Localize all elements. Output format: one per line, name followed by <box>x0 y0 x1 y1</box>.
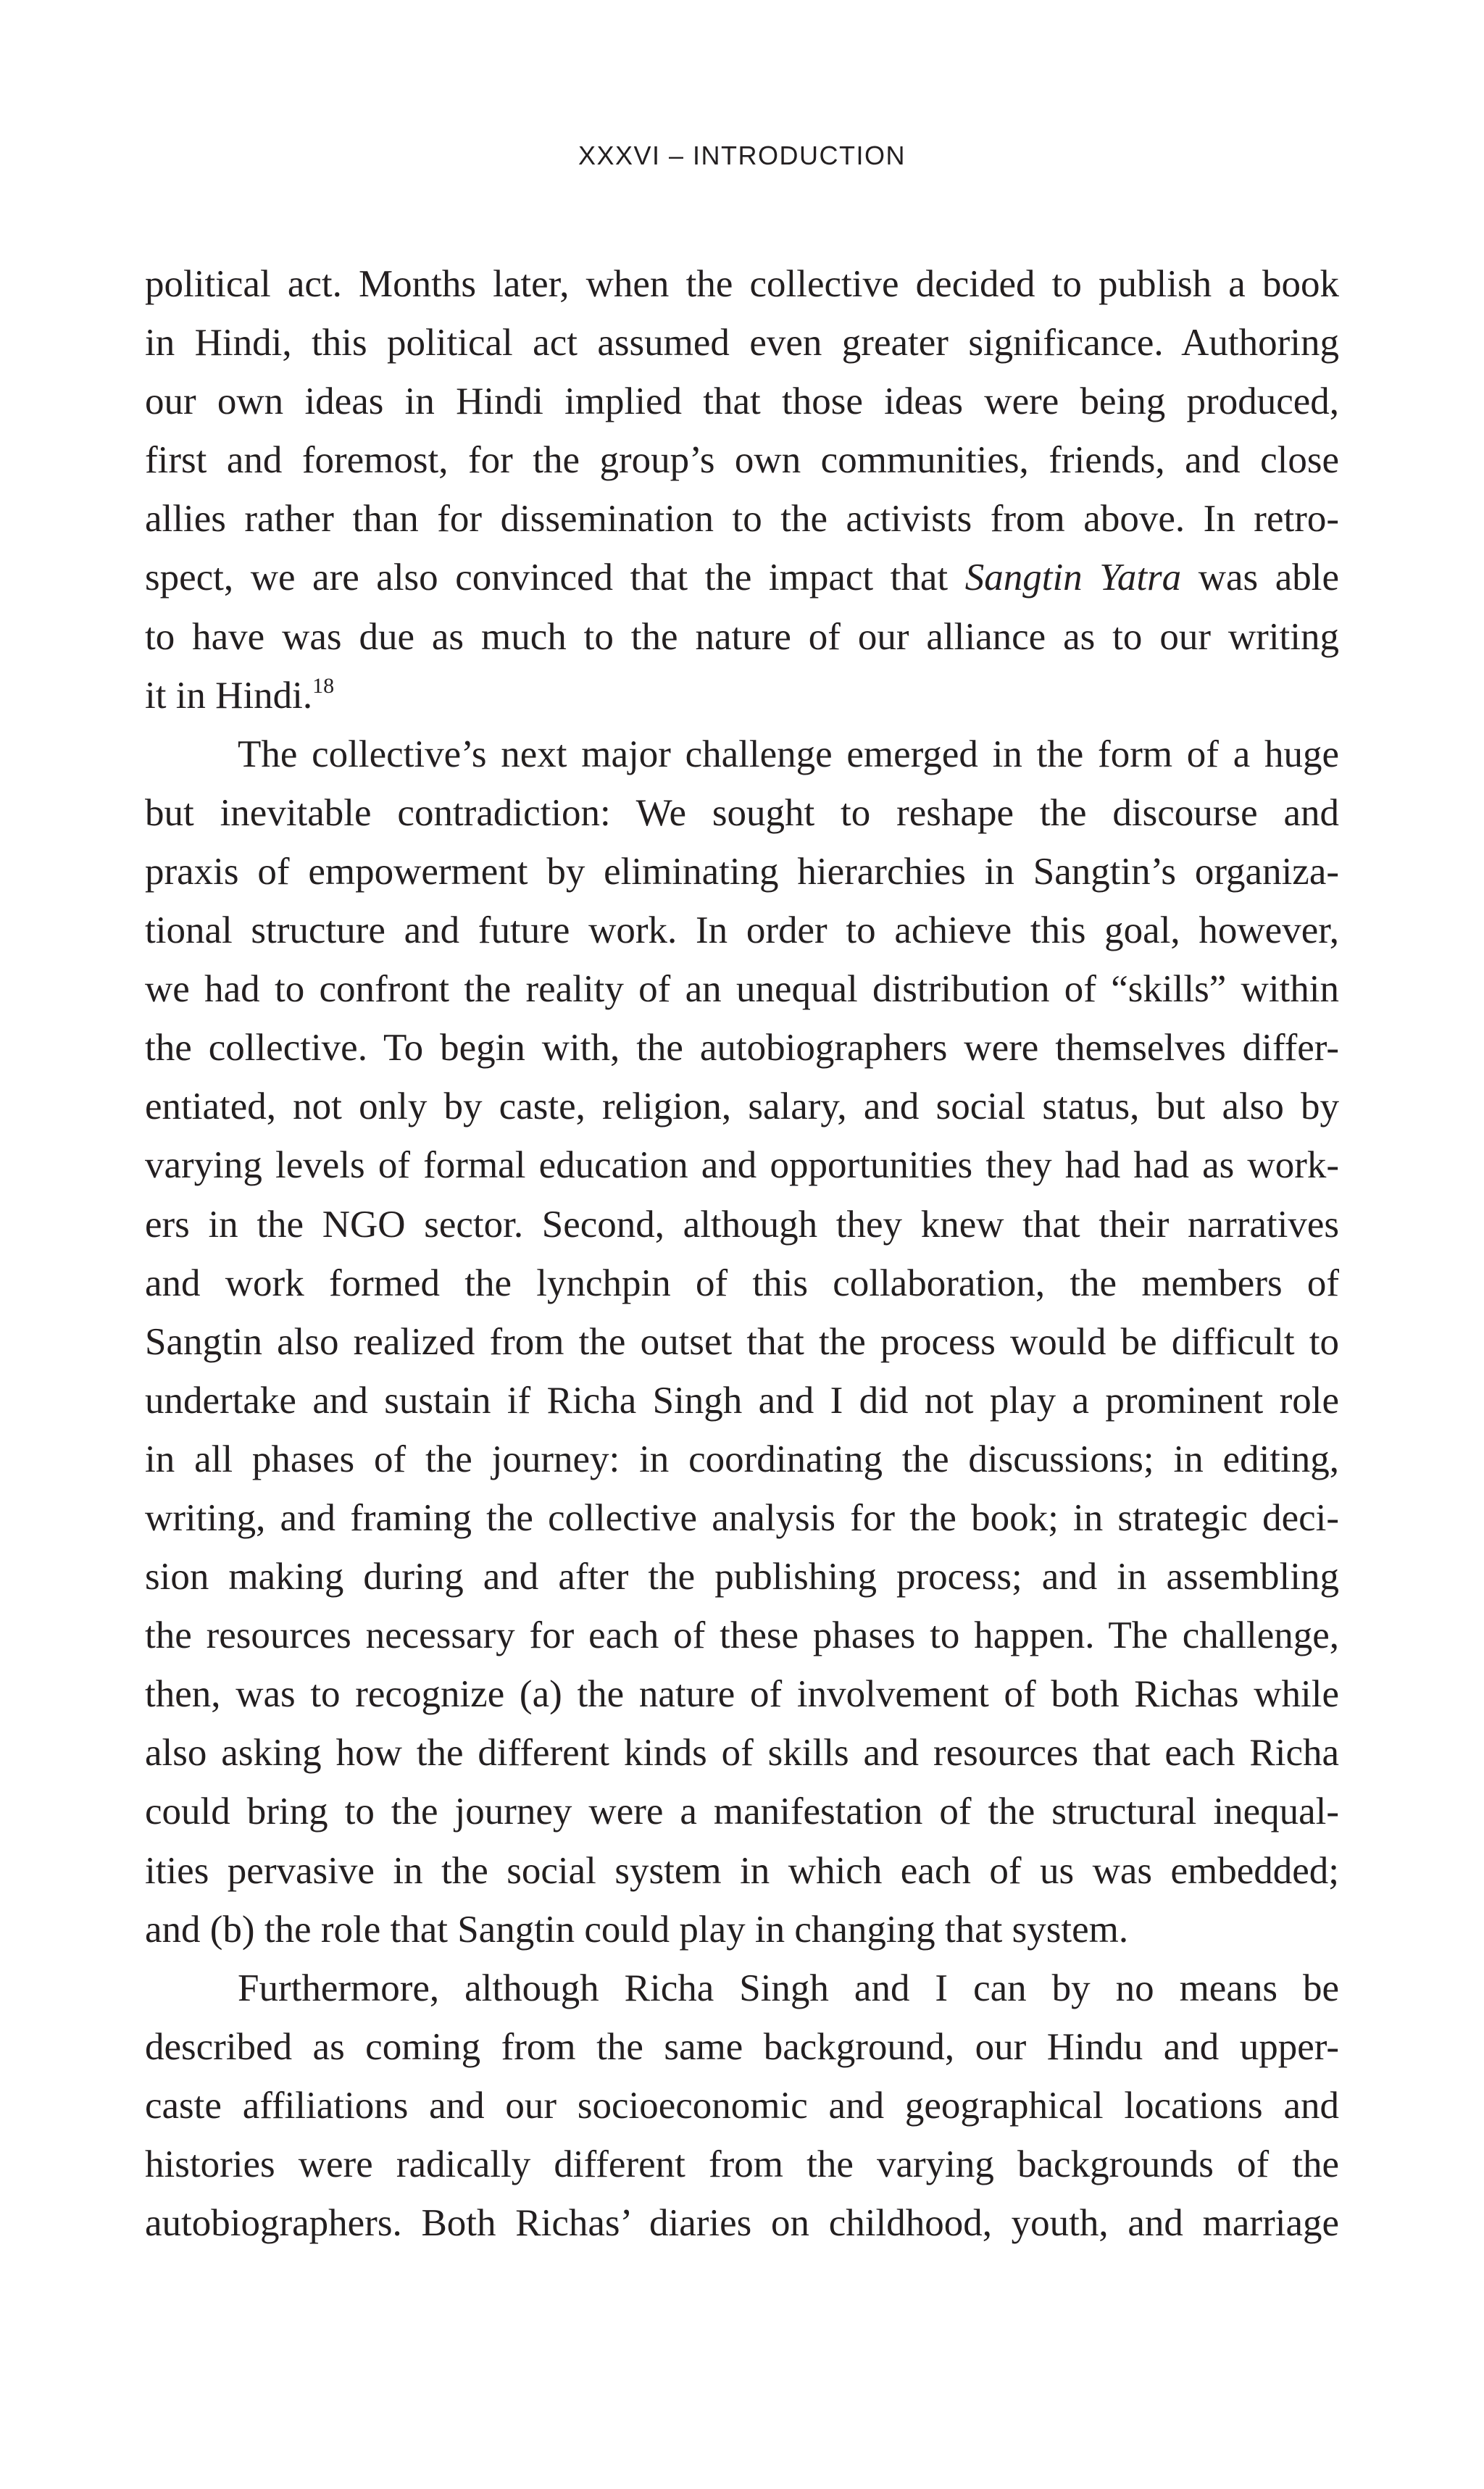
text-line: and (b) the role that Sangtin could play in changing that system. <box>145 1908 1129 1951</box>
text-line: The collective’s next major challenge emerged in the form of a huge <box>238 733 1339 775</box>
text-line <box>145 549 1339 607</box>
paragraph-3 <box>145 1959 1339 2253</box>
text-line: writing, and framing the collective analysis for the book; in strategic deci- <box>145 1496 1339 1539</box>
text-line: autobiographers. Both Richas’ diaries on childhood, youth, and marriage <box>145 2202 1339 2245</box>
text-line: sion making during and after the publishing process; and in assembling <box>145 1556 1339 1598</box>
text-line: histories were radically different from the varying backgrounds of the <box>145 2143 1339 2185</box>
text-line: in Hindi, this political act assumed even greater significance. Authoring <box>145 322 1339 364</box>
footnote-ref: 18 <box>312 674 335 698</box>
text-line: entiated, not only by caste, religion, salary, and social status, but also by <box>145 1085 1339 1128</box>
book-title: Sangtin Yatra <box>964 556 1182 599</box>
text-segment: was able <box>1181 556 1339 599</box>
text-line: and work formed the lynchpin of this collaboration, the members of <box>145 1262 1339 1304</box>
text-line: varying levels of formal education and opportunities they had had as work- <box>145 1144 1339 1187</box>
text-line: our own ideas in Hindi implied that those ideas were being produced, <box>145 380 1339 423</box>
text-line: to have was due as much to the nature of our alliance as to our writing <box>145 615 1339 658</box>
running-head: XXXVI – INTRODUCTION <box>578 141 906 170</box>
text-line: undertake and sustain if Richa Singh and I did not play a prominent role <box>145 1379 1339 1422</box>
text-line: then, was to recognize (a) the nature of involvement of both Richas while <box>145 1673 1339 1716</box>
text-line: Furthermore, although Richa Singh and I can by no means be <box>238 1967 1339 2009</box>
text-line: but inevitable contradiction: We sought to reshape the discourse and <box>145 791 1339 834</box>
text-segment: it in Hindi. <box>145 674 313 717</box>
text-line: first and foremost, for the group’s own communities, friends, and close <box>145 439 1339 482</box>
text-line: praxis of empowerment by eliminating hierarchies in Sangtin’s organiza- <box>145 850 1339 893</box>
text-line: tional structure and future work. In order to achieve this goal, however, <box>145 909 1339 952</box>
text-line: in all phases of the journey: in coordinating the discussions; in editing, <box>145 1438 1339 1480</box>
paragraph-2 <box>145 725 1339 1959</box>
text-line <box>145 667 1339 725</box>
paragraph-1 <box>145 255 1339 725</box>
text-segment: spect, we are also convinced that the impact that <box>145 556 965 599</box>
text-line: Sangtin also realized from the outset that the process would be difficult to <box>145 1320 1339 1363</box>
text-line: could bring to the journey were a manifestation of the structural inequal- <box>145 1790 1339 1833</box>
text-line: ers in the NGO sector. Second, although they knew that their narratives <box>145 1203 1339 1246</box>
text-line: caste affiliations and our socioeconomic and geographical locations and <box>145 2084 1339 2127</box>
text-line: ities pervasive in the social system in which each of us was embedded; <box>145 1849 1339 1892</box>
text-line: described as coming from the same background, our Hindu and upper- <box>145 2025 1339 2068</box>
text-line: also asking how the different kinds of skills and resources that each Richa <box>145 1732 1339 1775</box>
text-line: allies rather than for dissemination to the activists from above. In retro- <box>145 498 1339 541</box>
body-text <box>145 255 1339 2253</box>
text-line: the collective. To begin with, the autobiographers were themselves differ- <box>145 1027 1339 1070</box>
text-line: political act. Months later, when the collective decided to publish a book <box>145 263 1339 305</box>
text-line: we had to confront the reality of an unequal distribution of “skills” within <box>145 968 1339 1011</box>
text-line: the resources necessary for each of these phases to happen. The challenge, <box>145 1614 1339 1657</box>
